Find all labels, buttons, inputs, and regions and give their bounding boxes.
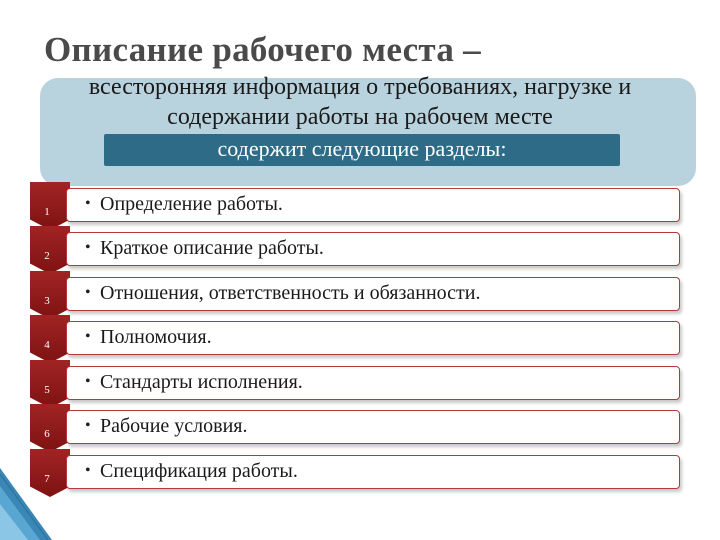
list-item	[30, 232, 684, 268]
item-text: Отношения, ответственность и обязанности.	[100, 282, 481, 304]
item-box	[66, 232, 680, 266]
list-item	[30, 277, 684, 313]
slide-title: Описание рабочего места –	[44, 30, 481, 69]
subtitle-line-1: всесторонняя информация о требованиях, нагрузке и	[88, 74, 632, 100]
bullet-icon: •	[85, 328, 91, 345]
bullet-icon: •	[85, 239, 91, 256]
item-text: Определение работы.	[100, 193, 283, 215]
item-box	[66, 321, 680, 355]
item-box	[66, 410, 680, 444]
item-number: 4	[44, 339, 50, 351]
item-text: Рабочие условия.	[100, 415, 248, 437]
item-text: Стандарты исполнения.	[100, 371, 303, 393]
list-item	[30, 455, 684, 491]
item-text: Спецификация работы.	[100, 460, 298, 482]
item-box	[66, 277, 680, 311]
list-item	[30, 321, 684, 357]
item-number: 7	[44, 473, 50, 485]
item-number: 1	[44, 206, 50, 218]
item-number: 5	[44, 384, 50, 396]
subtitle-line-2: содержании работы на рабочем месте	[167, 104, 553, 130]
bullet-icon: •	[85, 195, 91, 212]
banner-text: содержит следующие разделы:	[217, 136, 507, 161]
item-box	[66, 188, 680, 222]
bullet-icon: •	[85, 284, 91, 301]
corner-decoration	[0, 468, 52, 540]
item-text: Краткое описание работы.	[100, 237, 324, 259]
bullet-icon: •	[85, 462, 91, 479]
sections-banner	[104, 134, 620, 166]
bullet-icon: •	[85, 373, 91, 390]
item-number: 2	[44, 250, 50, 262]
list-item	[30, 188, 684, 224]
bullet-icon: •	[85, 417, 91, 434]
item-box	[66, 366, 680, 400]
list-item	[30, 410, 684, 446]
item-number: 3	[44, 295, 50, 307]
item-number: 6	[44, 428, 50, 440]
list-item	[30, 366, 684, 402]
item-text: Полномочия.	[100, 326, 212, 348]
item-box	[66, 455, 680, 489]
